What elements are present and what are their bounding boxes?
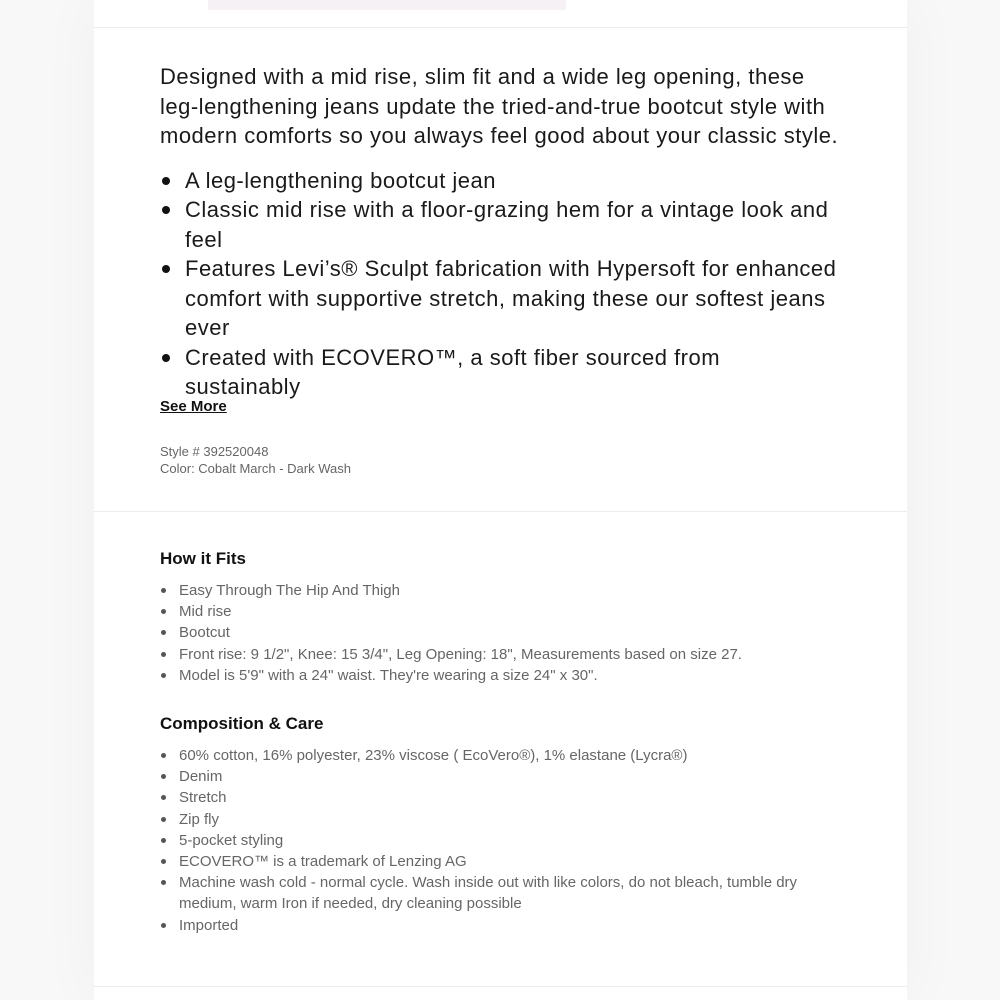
feature-item: Features Levi’s® Sculpt fabrication with Hypersoft for enhanced comfort with supportive stretch, making these our softest jeans ever <box>160 254 840 343</box>
feature-list <box>160 166 840 402</box>
composition-care-title: Composition & Care <box>160 714 324 733</box>
product-details-card <box>94 0 907 1000</box>
feature-item: Classic mid rise with a floor-grazing hem for a vintage look and feel <box>160 195 840 254</box>
fit-item: Easy Through The Hip And Thigh <box>160 580 850 601</box>
fit-item: Model is 5'9" with a 24" waist. They're wearing a size 24" x 30". <box>160 665 850 686</box>
care-item: Zip fly <box>160 809 850 830</box>
product-image-edge <box>208 0 566 10</box>
care-item: 5-pocket styling <box>160 830 850 851</box>
care-item: Machine wash cold - normal cycle. Wash inside out with like colors, do not bleach, tumble dry medium, warm Iron if needed, dry cleaning possible <box>160 872 850 914</box>
style-number: Style # 392520048 <box>160 444 269 459</box>
fit-item: Bootcut <box>160 622 850 643</box>
care-item: Imported <box>160 915 850 936</box>
care-item: ECOVERO™ is a trademark of Lenzing AG <box>160 851 850 872</box>
color-name: Color: Cobalt March - Dark Wash <box>160 461 351 476</box>
how-it-fits-title: How it Fits <box>160 549 246 568</box>
composition-care-list <box>160 745 850 936</box>
fit-item: Mid rise <box>160 601 850 622</box>
how-it-fits-section <box>160 548 850 686</box>
care-item: Denim <box>160 766 850 787</box>
how-it-fits-list <box>160 580 850 686</box>
description-paragraph: Designed with a mid rise, slim fit and a wide leg opening, these leg-lengthening jeans update the tried-and-true bootcut style with modern comforts so you always feel good about your classic style. <box>160 64 839 148</box>
feature-item: A leg-lengthening bootcut jean <box>160 166 840 196</box>
feature-item: Created with ECOVERO™, a soft fiber sourced from sustainably <box>160 343 840 402</box>
divider <box>94 27 907 28</box>
care-item: Stretch <box>160 787 850 808</box>
composition-care-section <box>160 713 850 936</box>
fit-item: Front rise: 9 1/2", Knee: 15 3/4", Leg Opening: 18", Measurements based on size 27. <box>160 644 850 665</box>
care-item: 60% cotton, 16% polyester, 23% viscose ( EcoVero®), 1% elastane (Lycra®) <box>160 745 850 766</box>
feature-list-collapsed <box>160 166 840 399</box>
product-meta <box>160 443 351 477</box>
see-more-link[interactable]: See More <box>160 398 227 415</box>
product-description <box>160 62 840 399</box>
divider <box>94 986 907 987</box>
divider <box>94 511 907 512</box>
